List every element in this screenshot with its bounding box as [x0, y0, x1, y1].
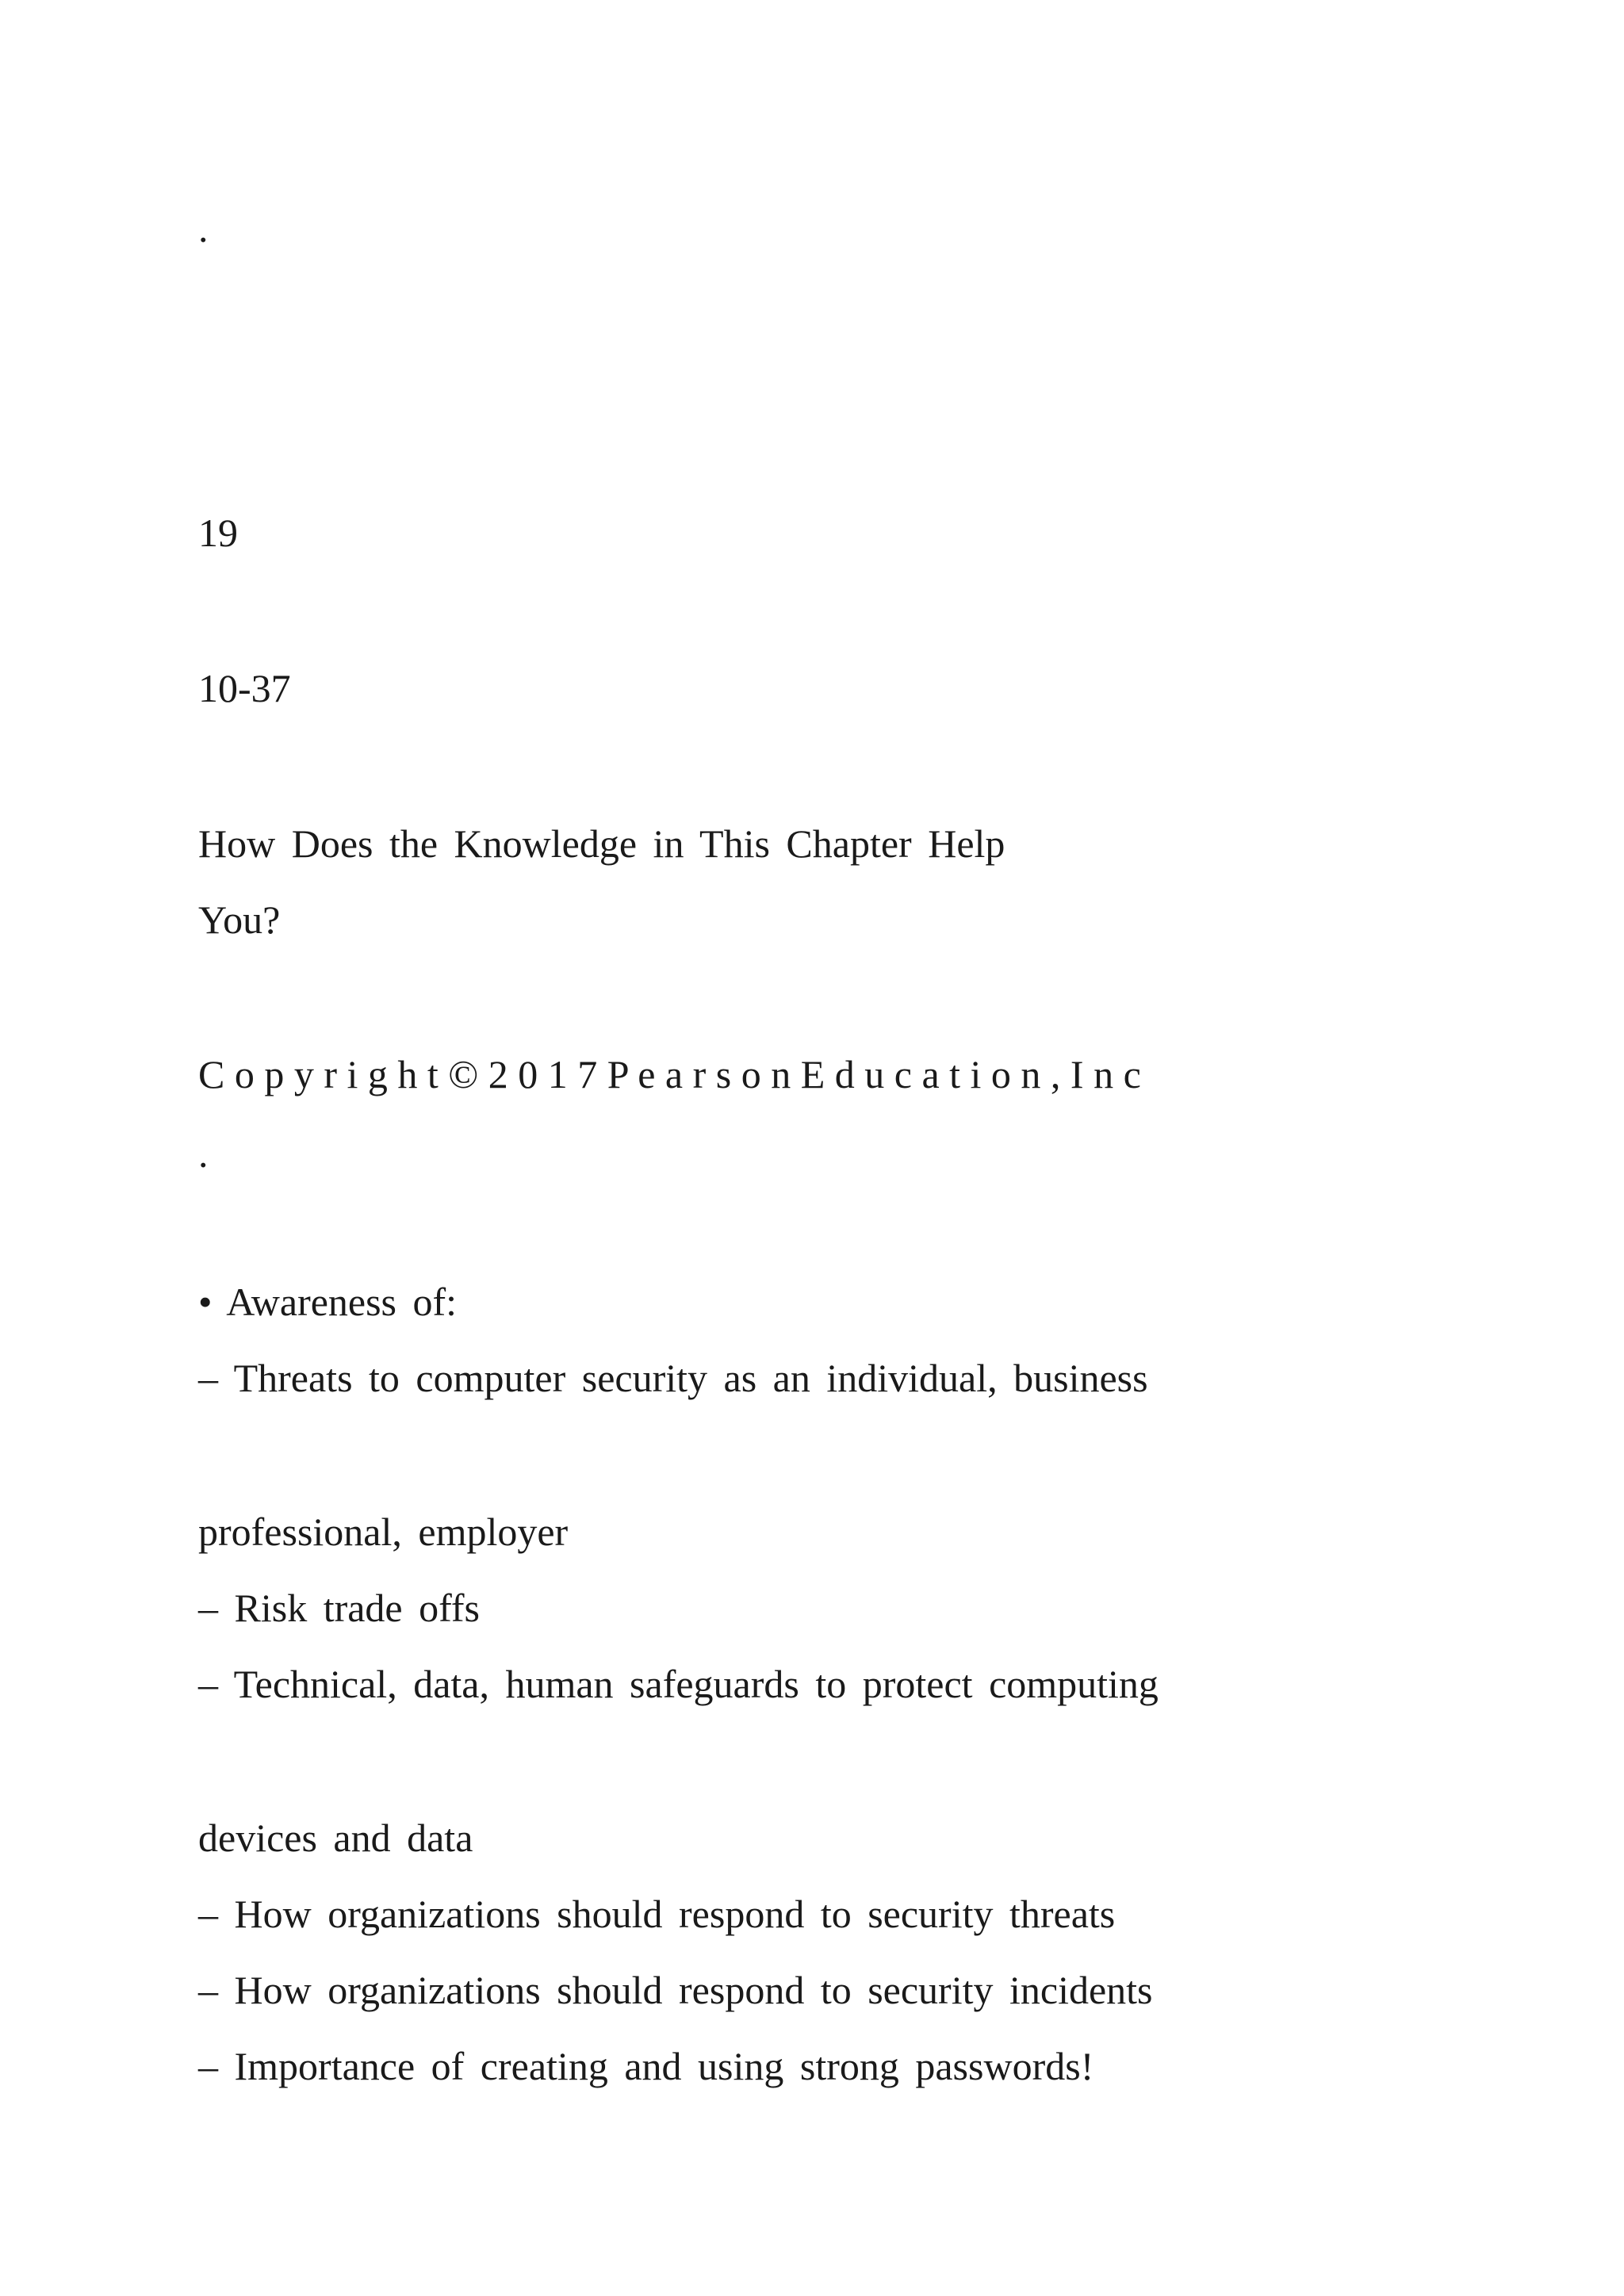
- body-line-safeguards: – Technical, data, human safeguards to protect computing: [198, 1662, 1159, 1706]
- slide-code: 10-37: [198, 666, 291, 710]
- body-line-respond-threats: – How organizations should respond to security threats: [198, 1892, 1116, 1936]
- body-line-risk: – Risk trade offs: [198, 1586, 480, 1630]
- body-line-threats: – Threats to computer security as an individual, business: [198, 1356, 1148, 1400]
- heading-line-2: You?: [198, 897, 281, 942]
- slide-number: 19: [198, 511, 238, 555]
- body-line-passwords: – Importance of creating and using strong passwords!: [198, 2044, 1094, 2088]
- copyright-dot: .: [198, 1131, 209, 1176]
- body-line-awareness: • Awareness of:: [198, 1280, 458, 1324]
- body-line-respond-incidents: – How organizations should respond to security incidents: [198, 1968, 1153, 2012]
- body-line-devices: devices and data: [198, 1816, 473, 1860]
- top-dot: .: [198, 206, 209, 251]
- heading-line-1: How Does the Knowledge in This Chapter Help: [198, 821, 1005, 866]
- copyright-line: C o p y r i g h t © 2 0 1 7 P e a r s o n E d u c a t i o n , I n c: [198, 1052, 1141, 1096]
- body-line-professional: professional, employer: [198, 1510, 569, 1554]
